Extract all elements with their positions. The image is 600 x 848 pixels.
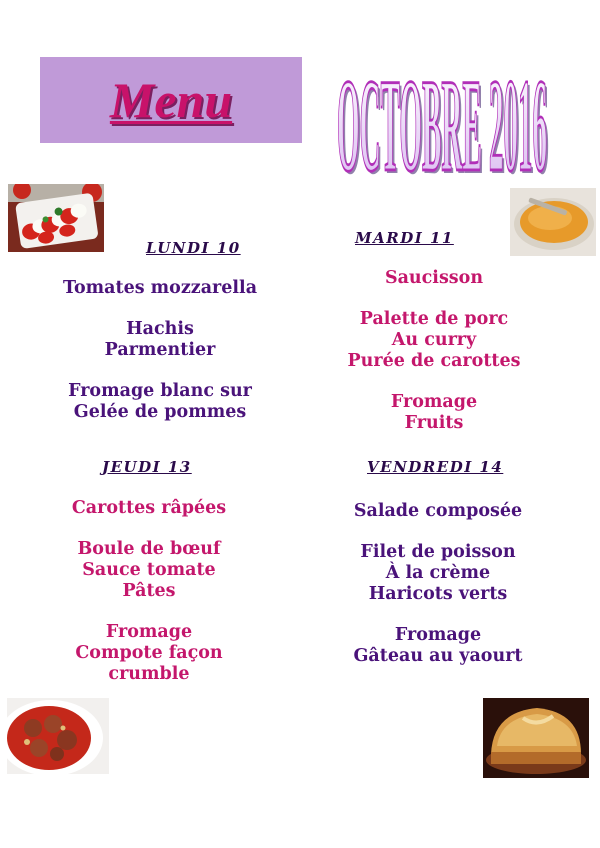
menu-line: Tomates mozzarella: [62, 278, 258, 298]
menu-line: À la crème: [385, 563, 491, 583]
menu-mardi: [314, 268, 554, 454]
day-heading-vendredi: VENDREDI 14: [367, 458, 504, 476]
month-heading-shadow: OCTOBRE 2016: [339, 62, 549, 182]
menu-line: Parmentier: [104, 340, 216, 360]
menu-vendredi: [318, 501, 558, 687]
menu-jeudi: [29, 498, 269, 705]
menu-lundi: [40, 278, 280, 443]
course-plat: [40, 319, 280, 361]
course-dessert: [29, 622, 269, 685]
course-dessert: [318, 625, 558, 667]
photo-tomato-mozzarella: [8, 184, 104, 252]
menu-line: Pâtes: [122, 581, 176, 601]
course-entree: [40, 278, 280, 299]
menu-line: Carottes râpées: [71, 498, 227, 518]
menu-line: Filet de poisson: [360, 542, 516, 562]
day-heading-mardi: MARDI 11: [355, 229, 454, 247]
menu-line: Au curry: [391, 330, 477, 350]
course-dessert: [314, 392, 554, 434]
course-dessert: [40, 381, 280, 423]
menu-line: Gelée de pommes: [73, 402, 247, 422]
course-plat: [318, 542, 558, 605]
menu-line: Fromage: [390, 392, 478, 412]
menu-line: Sauce tomate: [82, 560, 216, 580]
menu-line: Salade composée: [353, 501, 523, 521]
photo-meatballs: [7, 698, 109, 774]
course-plat: [314, 309, 554, 372]
month-heading-text: OCTOBRE 2016: [337, 62, 547, 182]
course-entree: [314, 268, 554, 289]
course-entree: [318, 501, 558, 522]
menu-line: crumble: [108, 664, 190, 684]
title-banner: [40, 57, 302, 143]
page-title: Menu: [109, 72, 233, 128]
menu-line: Saucisson: [384, 268, 484, 288]
course-entree: [29, 498, 269, 519]
photo-puree: [510, 188, 596, 256]
menu-line: Fruits: [404, 413, 464, 433]
menu-line: Gâteau au yaourt: [353, 646, 523, 666]
menu-line: Hachis: [126, 319, 194, 339]
menu-line: Palette de porc: [359, 309, 509, 329]
menu-line: Boule de bœuf: [77, 539, 221, 559]
month-heading: [330, 62, 555, 182]
menu-line: Fromage: [105, 622, 193, 642]
day-heading-jeudi: JEUDI 13: [102, 458, 192, 476]
menu-line: Purée de carottes: [347, 351, 521, 371]
photo-cake: [483, 698, 589, 778]
day-heading-lundi: LUNDI 10: [146, 239, 241, 257]
menu-line: Compote façon: [75, 643, 223, 663]
course-plat: [29, 539, 269, 602]
menu-line: Fromage: [394, 625, 482, 645]
menu-line: Haricots verts: [368, 584, 508, 604]
menu-line: Fromage blanc sur: [68, 381, 252, 401]
